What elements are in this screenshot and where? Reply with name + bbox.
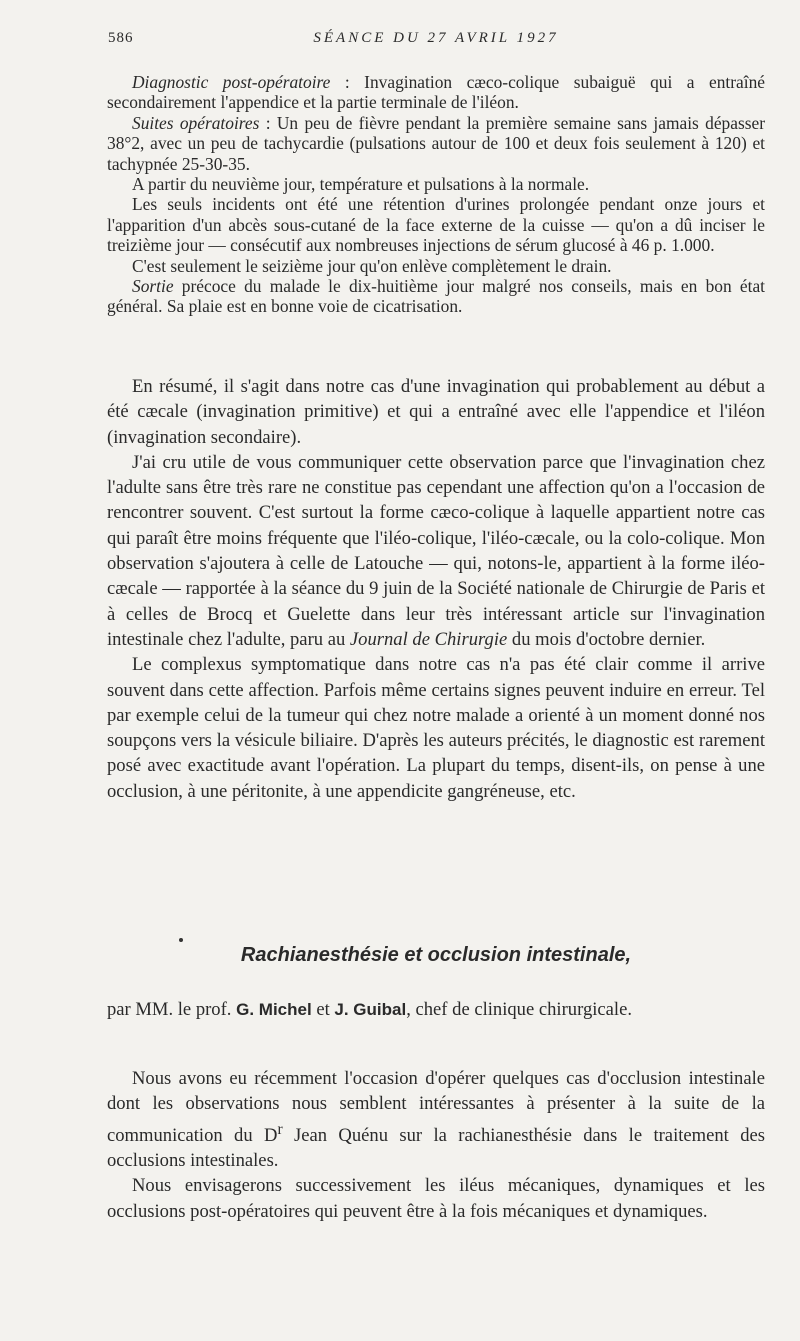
paragraph-text: Jean Quénu sur la rachianesthésie dans le traitement des occlusions intestinales.: [107, 1124, 765, 1172]
paragraph-text: Nous avons eu récemment l'occasion d'opérer quelques cas d'occlusion intestinale dont les observations nous semblent intéressantes à présenter à la suite de la communication du D: [107, 1068, 765, 1146]
print-mark: [179, 938, 183, 942]
paragraph-text: J'ai cru utile de vous communiquer cette observation parce que l'invagination chez l'adulte sans être très rare ne constitue pas cependant une affection qu'on a l'occasion de rencontrer souvent. C'est surtout la forme cæco-colique à laquelle appartient notre cas qui paraît être moins fréquente que l'iléo-colique, l'iléo-cæcale, ou la colo-colique. Mon observation s'ajoutera à celle de Latouche — qui, notons-le, appartient à la forme iléo-cæcale — rapportée à la séance du 9 juin de la Société nationale de Chirurgie de Paris et à celles de Brocq et Guelette dans leur très intéressant article sur l'invagination intestinale chez l'adulte, paru au: [107, 451, 765, 650]
paragraph: [107, 276, 765, 317]
paragraph: Le complexus symptomatique dans notre cas n'a pas été clair comme il arrive souvent dans cette affection. Parfois même certains signes peuvent induire en erreur. Tel par exemple celui de la tumeur qui chez notre malade a orienté à un moment donné nos soupçons vers la vésicule biliaire. D'après les auteurs précités, le diagnostic est rarement posé avec exactitude avant l'opération. La plupart du temps, disent-ils, on pense à une occlusion, à une péritonite, à une appendicite gangréneuse, etc.: [107, 654, 765, 802]
paragraph-text: précoce du malade le dix-huitième jour malgré nos conseils, mais en bon état général. Sa plaie est en bonne voie de cicatrisation.: [107, 276, 765, 317]
paragraph-label: Sortie: [132, 276, 174, 297]
paragraph-label: Diagnostic post-opératoire: [132, 72, 331, 92]
journal-title: Journal de Chirurgie: [349, 628, 508, 650]
authors-line: [107, 999, 765, 1021]
discussion: [107, 374, 765, 804]
authors-text: , chef de clinique chirurgicale.: [406, 999, 632, 1020]
superscript: r: [277, 1120, 283, 1138]
paragraph: Nous envisagerons successivement les iléus mécaniques, dynamiques et les occlusions post-opératoires qui peuvent être à la fois mécaniques et dynamiques.: [107, 1175, 765, 1222]
author-name: G. Michel: [236, 1000, 312, 1019]
paragraph: A partir du neuvième jour, température et pulsations à la normale.: [132, 174, 590, 195]
paragraph: C'est seulement le seizième jour qu'on enlève complètement le drain.: [132, 255, 612, 276]
author-name: J. Guibal: [334, 1000, 407, 1019]
paragraph: [107, 72, 765, 113]
paragraph-text: : Un peu de fièvre pendant la première semaine sans jamais dépasser 38°2, avec un peu de tachycardie (pulsations autour de 100 et deux fois seulement à 120) et tachypnée 25-30-35.: [107, 112, 765, 174]
paragraph: En résumé, il s'agit dans notre cas d'une invagination qui probablement au début a été cæcale (invagination primitive) et qui a entraîné avec elle l'appendice et l'iléon (invagination secondaire).: [107, 376, 765, 448]
page-number: 586: [108, 30, 134, 46]
paragraph-label: Suites opératoires: [132, 112, 260, 133]
authors-text: par MM. le prof.: [107, 999, 237, 1020]
paragraph: Les seuls incidents ont été une rétention d'urines prolongée pendant onze jours et l'apparition d'un abcès sous-cutané de la face externe de la cuisse — qu'on a dû inciser le treizième jour — consécutif aux nombreuses injections de sérum glucosé à 46 p. 1.000.: [107, 194, 765, 256]
paragraph-text: : Invagination cæco-colique subaiguë qui a entraîné secondairement l'appendice et la partie terminale de l'iléon.: [107, 72, 765, 113]
running-title: SÉANCE DU 27 AVRIL 1927: [313, 30, 559, 46]
paragraph: [107, 1066, 765, 1173]
paragraph: [107, 450, 765, 652]
paragraph-text: du mois d'octobre dernier.: [507, 628, 706, 650]
paragraph: [107, 113, 765, 174]
authors-text: et: [311, 999, 335, 1020]
section-title: Rachianesthésie et occlusion intestinale,: [240, 944, 632, 966]
page-header: [108, 30, 764, 52]
introduction: [107, 1066, 765, 1224]
postop-observation: [107, 72, 765, 317]
